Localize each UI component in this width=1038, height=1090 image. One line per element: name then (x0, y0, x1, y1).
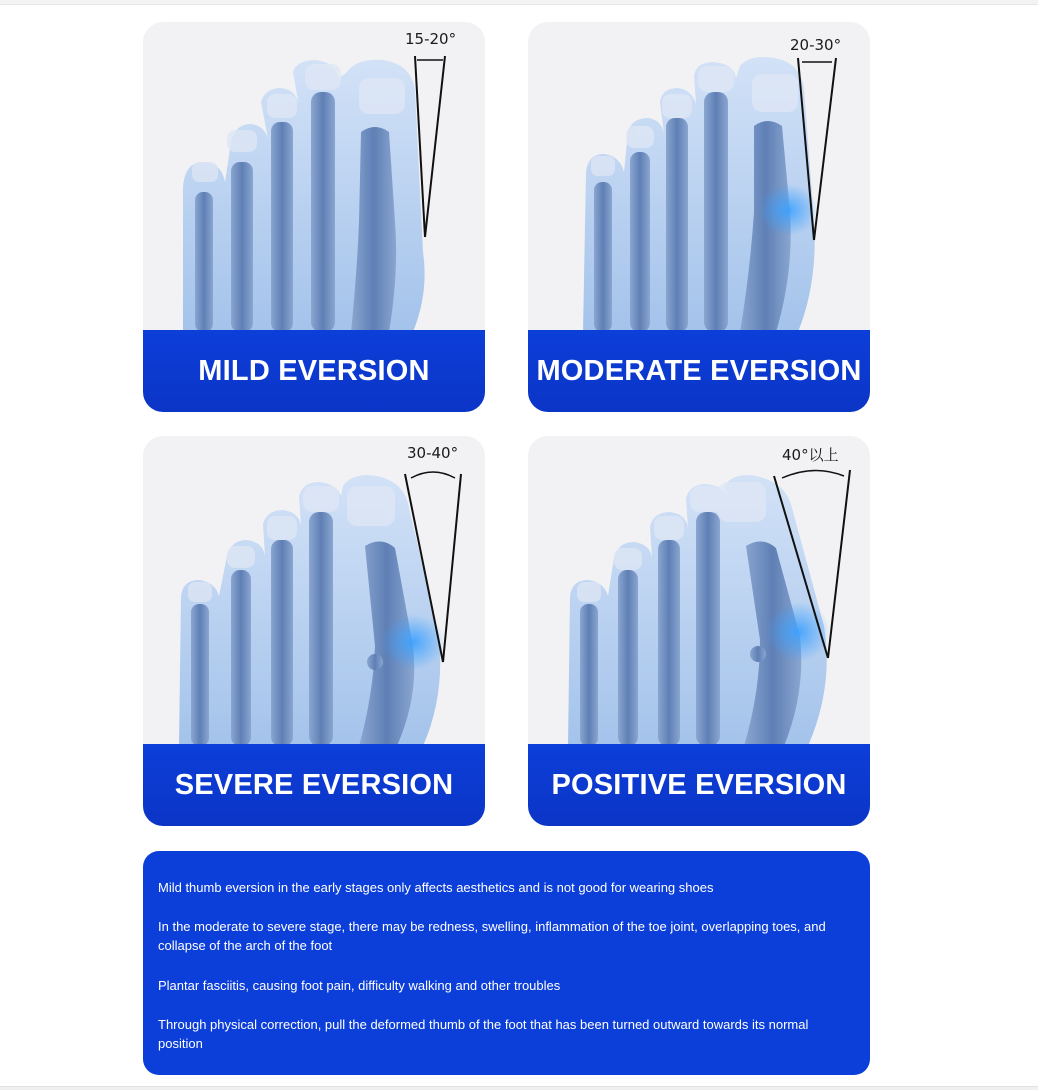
label-bar (528, 744, 870, 826)
foot-xray-illustration-moderate (528, 22, 870, 332)
info-panel (143, 851, 870, 1075)
angle-label: 30-40° (407, 444, 459, 462)
info-paragraph-3: Plantar fasciitis, causing foot pain, difficulty walking and other troubles (158, 978, 561, 993)
angle-label: 20-30° (790, 36, 842, 54)
card-title: SEVERE EVERSION (174, 768, 454, 801)
card-title: MILD EVERSION (198, 354, 430, 387)
info-paragraph-4: Through physical correction, pull the deformed thumb of the foot that has been turned outward towards its normal position (158, 1017, 809, 1051)
foot-xray-illustration-severe (143, 436, 485, 746)
label-bar (528, 330, 870, 412)
bottom-divider (0, 1086, 1038, 1090)
angle-label: 40°以上 (782, 446, 839, 464)
card-title: POSITIVE EVERSION (551, 768, 847, 801)
card-title: MODERATE EVERSION (536, 354, 862, 387)
label-bar (143, 330, 485, 412)
foot-xray-illustration-mild (143, 22, 485, 332)
top-divider (0, 0, 1038, 5)
info-paragraph-2: In the moderate to severe stage, there may be redness, swelling, inflammation of the toe joint, overlapping toes, and collapse of the arch of the foot (158, 919, 826, 953)
severe-eversion-card (143, 436, 485, 826)
moderate-eversion-card (528, 22, 870, 412)
foot-xray-illustration-positive (528, 436, 870, 746)
mild-eversion-card (143, 22, 485, 412)
label-bar (143, 744, 485, 826)
positive-eversion-card (528, 436, 870, 826)
info-paragraph-1: Mild thumb eversion in the early stages only affects aesthetics and is not good for wearing shoes (158, 880, 714, 895)
angle-label: 15-20° (405, 30, 457, 48)
